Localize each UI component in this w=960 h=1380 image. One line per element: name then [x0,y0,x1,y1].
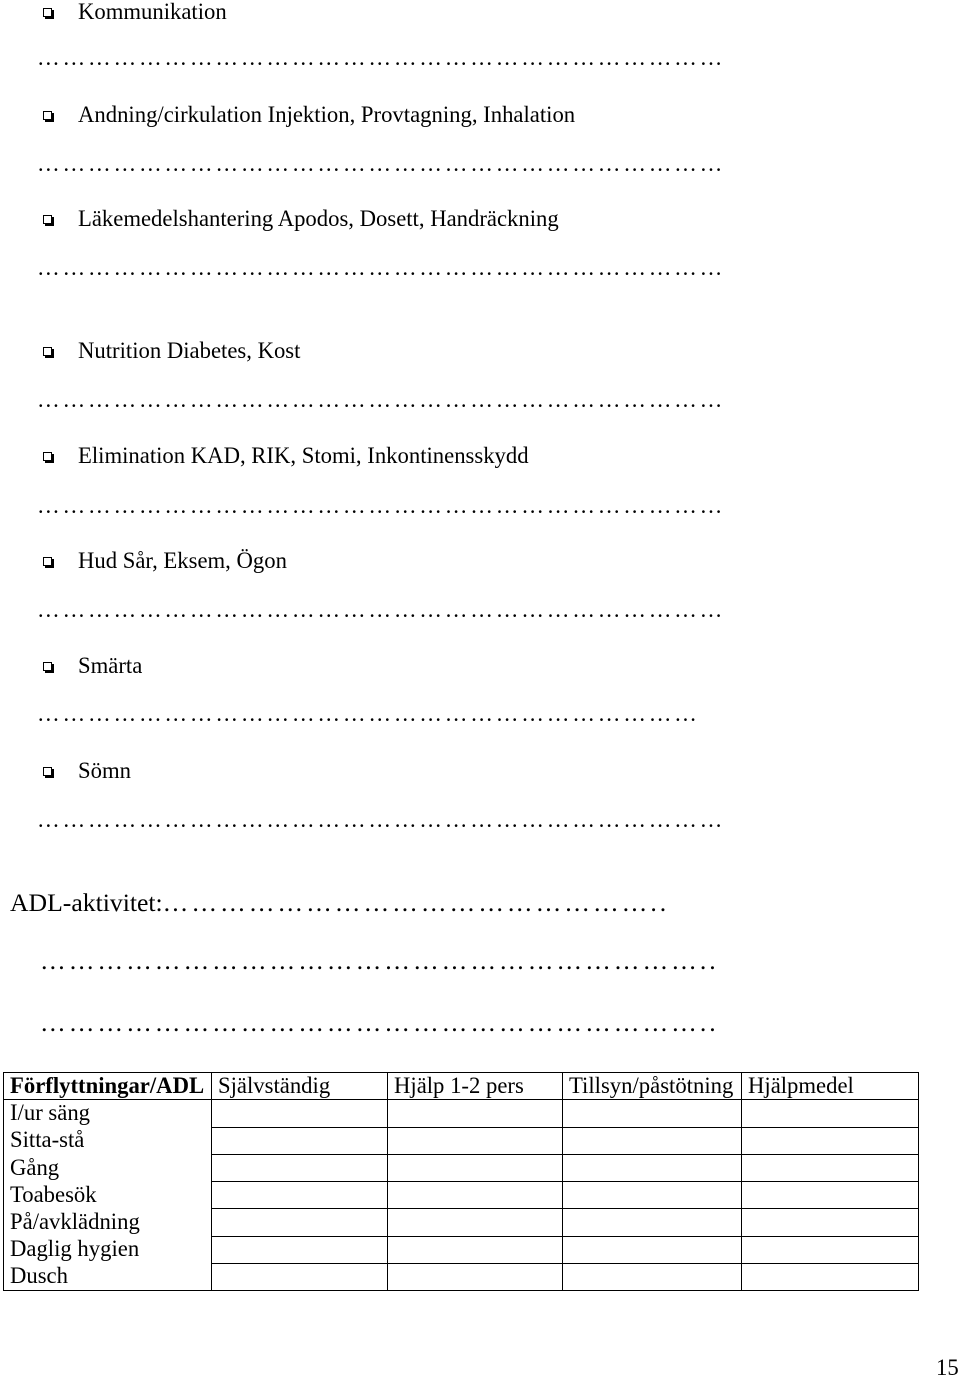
fill-in-line: …………………………………………………………………… [37,701,700,726]
column-header-activity: Förflyttningar/ADL [4,1073,212,1100]
table-cell [563,1209,742,1236]
checklist-item-lakemedel [0,207,900,230]
checklist-item-label: Kommunikation [78,0,227,24]
nutrition-checkbox[interactable] [43,347,52,356]
somn-checkbox[interactable] [43,767,52,776]
fill-in-line: ……………………………………………………………………… [37,45,726,70]
page-number: 15 [936,1355,959,1380]
table-cell [742,1100,919,1127]
table-row [4,1236,919,1263]
table-cell [212,1154,388,1181]
elimination-checkbox[interactable] [43,452,52,461]
row-label: På/avklädning [4,1209,212,1236]
checklist-item-label: Elimination KAD, RIK, Stomi, Inkontinensskydd [78,443,529,468]
checklist-item-somn [0,759,900,782]
checklist-item-andning [0,103,900,126]
adl-activity-label: ADL-aktivitet: [10,888,163,917]
checklist-item-elimination [0,444,900,467]
fill-in-line: ……………………………………………………………………… [37,387,726,412]
table-cell [388,1209,563,1236]
checklist-item-hud [0,549,900,572]
table-cell [563,1127,742,1154]
table-cell [388,1127,563,1154]
row-label: Toabesök [4,1182,212,1209]
table-row [4,1182,919,1209]
table-cell [212,1100,388,1127]
adl-activity-line [10,890,669,916]
kommunikation-checkbox[interactable] [43,8,52,17]
table-cell [563,1100,742,1127]
table-row [4,1127,919,1154]
checklist-item-label: Andning/cirkulation Injektion, Provtagning, Inhalation [78,102,576,127]
checklist-item-label: Smärta [78,653,143,678]
fill-in-line: ……………………………………………………………………… [37,493,726,518]
table-cell [388,1100,563,1127]
row-label: Daglig hygien [4,1236,212,1263]
andning-checkbox[interactable] [43,111,52,120]
fill-in-line: ……………………………………………………………………… [37,597,726,622]
table-cell [388,1236,563,1263]
table-header-row [4,1073,919,1100]
table-cell [212,1127,388,1154]
table-cell [742,1182,919,1209]
table-cell [388,1154,563,1181]
fill-in-line: ……………………………………………………………………… [37,151,726,176]
checklist-item-smarta [0,654,900,677]
table-cell [742,1127,919,1154]
checklist-item-label: Hud Sår, Eksem, Ögon [78,548,287,573]
row-label: I/ur säng [4,1100,212,1127]
table-cell [742,1236,919,1263]
fill-in-line: ……………………………………………………………………… [37,807,726,832]
fill-in-line: …………………………………………….. [162,888,670,917]
table-cell [563,1263,742,1290]
checklist-item-label: Läkemedelshantering Apodos, Dosett, Handräckning [78,206,559,231]
table-row [4,1263,919,1290]
column-header-aids: Hjälpmedel [742,1073,919,1100]
fill-in-line: …………………………………………………………….. [40,1008,719,1037]
table-row [4,1100,919,1127]
checklist-item-label: Nutrition Diabetes, Kost [78,338,301,363]
hud-checkbox[interactable] [43,557,52,566]
table-row [4,1209,919,1236]
transfer-adl-table [3,1072,919,1291]
column-header-independent: Självständig [212,1073,388,1100]
adl-fill-line [40,1010,719,1036]
table-cell [742,1209,919,1236]
table-cell [388,1263,563,1290]
row-label: Dusch [4,1263,212,1290]
table-cell [212,1263,388,1290]
table-cell [388,1182,563,1209]
checklist-item-nutrition [0,339,900,362]
table-cell [742,1154,919,1181]
table-cell [212,1209,388,1236]
fill-in-line: …………………………………………………………….. [40,946,719,975]
column-header-supervision: Tillsyn/påstötning [563,1073,742,1100]
row-label: Sitta-stå [4,1127,212,1154]
table-cell [563,1182,742,1209]
table-cell [742,1263,919,1290]
table-row [4,1154,919,1181]
table-cell [563,1236,742,1263]
table-cell [212,1182,388,1209]
table-cell [563,1154,742,1181]
lakemedel-checkbox[interactable] [43,215,52,224]
checklist-item-label: Sömn [78,758,131,783]
fill-in-line: ……………………………………………………………………… [37,255,726,280]
table-cell [212,1236,388,1263]
smarta-checkbox[interactable] [43,662,52,671]
adl-fill-line [40,948,719,974]
column-header-assistance: Hjälp 1-2 pers [388,1073,563,1100]
row-label: Gång [4,1154,212,1181]
checklist-item-kommunikation [0,0,900,23]
